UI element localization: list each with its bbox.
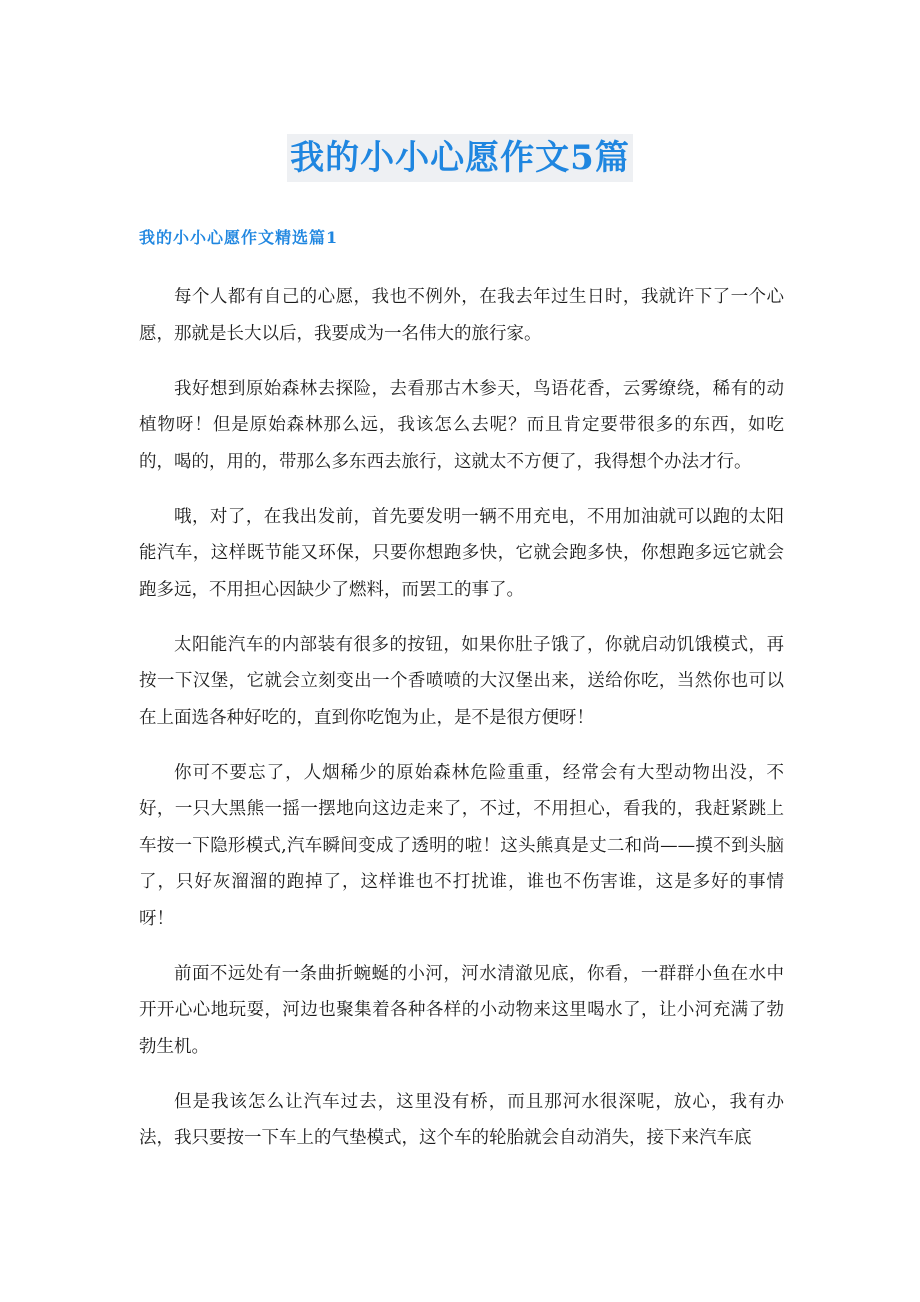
- paragraph: 但是我该怎么让汽车过去，这里没有桥，而且那河水很深呢，放心，我有办法，我只要按一下车上的气垫模式，这个车的轮胎就会自动消失，接下来汽车底: [139, 1091, 784, 1148]
- paragraph: 哦，对了，在我出发前，首先要发明一辆不用充电，不用加油就可以跑的太阳能汽车，这样既节能又环保，只要你想跑多快，它就会跑多快，你想跑多远它就会跑多远，不用担心因缺少了燃料，而罢工的事了。: [139, 506, 784, 600]
- paragraph: 你可不要忘了，人烟稀少的原始森林危险重重，经常会有大型动物出没，不好，一只大黑熊一摇一摆地向这边走来了，不过，不用担心，看我的，我赶紧跳上车按一下隐形模式,汽车瞬间变成了透明的啦！这头熊真是丈二和尚——摸不到头脑了，只好灰溜溜的跑掉了，这样谁也不打扰谁，谁也不伤害谁，这是多好的事情呀！: [139, 762, 784, 929]
- section-heading: 我的小小心愿作文精选篇1: [139, 228, 339, 247]
- document-title: [0, 134, 920, 182]
- document-title-text: 我的小小心愿作文5篇: [287, 134, 633, 182]
- paragraph: 太阳能汽车的内部装有很多的按钮，如果你肚子饿了，你就启动饥饿模式，再按一下汉堡，它就会立刻变出一个香喷喷的大汉堡出来，送给你吃，当然你也可以在上面选各种好吃的，直到你吃饱为止，是不是很方便呀！: [139, 634, 784, 728]
- article-body: [139, 279, 784, 1175]
- paragraph: 每个人都有自己的心愿，我也不例外，在我去年过生日时，我就许下了一个心愿，那就是长大以后，我要成为一名伟大的旅行家。: [139, 287, 784, 344]
- paragraph: 前面不远处有一条曲折蜿蜒的小河，河水清澈见底，你看，一群群小鱼在水中开开心心地玩耍，河边也聚集着各种各样的小动物来这里喝水了，让小河充满了勃勃生机。: [139, 963, 784, 1057]
- paragraph: 我好想到原始森林去探险，去看那古木参天，鸟语花香，云雾缭绕，稀有的动植物呀！但是原始森林那么远，我该怎么去呢？而且肯定要带很多的东西，如吃的，喝的，用的，带那么多东西去旅行，这就太不方便了，我得想个办法才行。: [139, 378, 784, 472]
